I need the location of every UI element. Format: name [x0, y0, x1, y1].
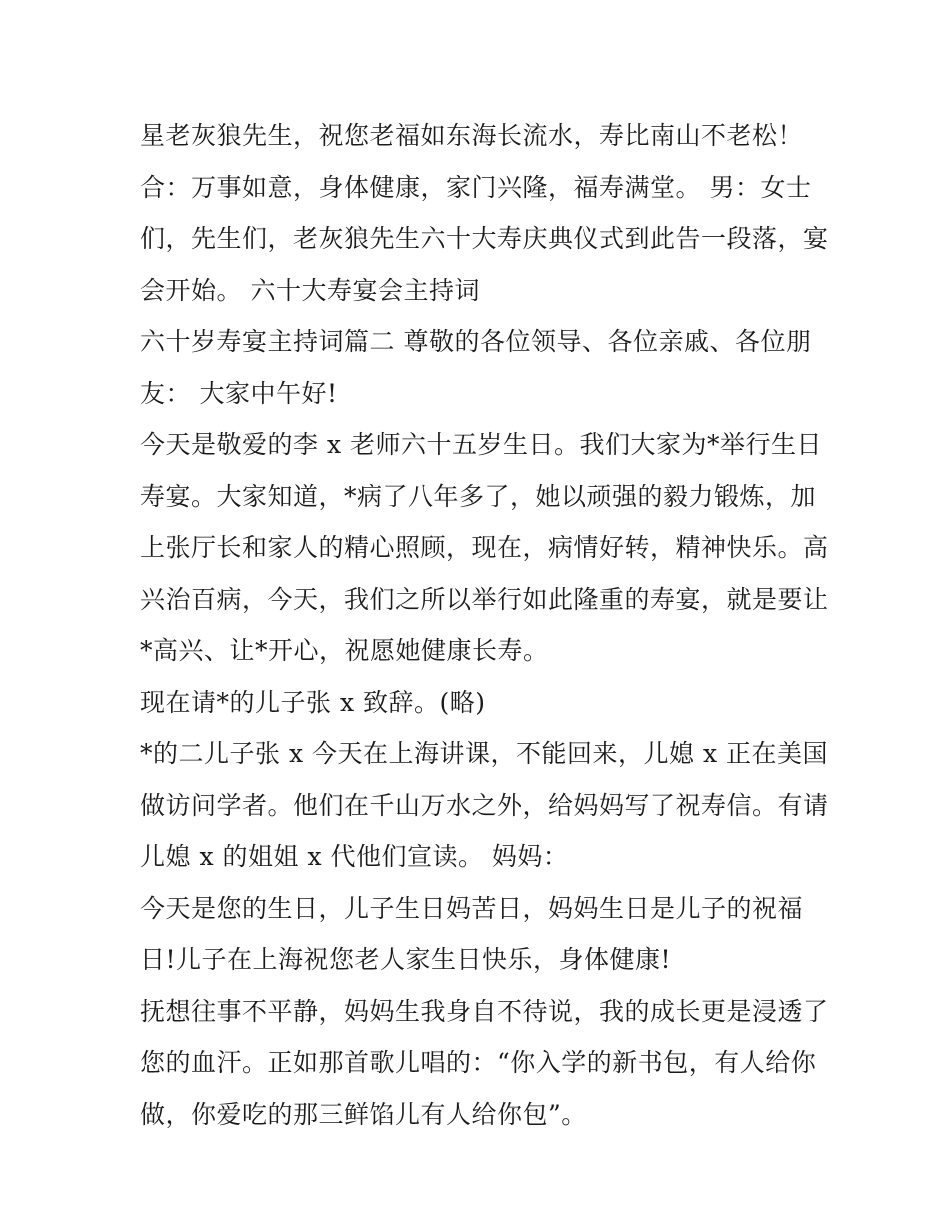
text-line: 日!儿子在上海祝您老人家生日快乐，身体健康! [140, 945, 672, 974]
text-line: 上张厅长和家人的精心照顾，现在，病情好转，精神快乐。高 [140, 533, 829, 562]
text-line: 今天是您的生日，儿子生日妈苦日，妈妈生日是儿子的祝福 [140, 893, 804, 923]
text-line: 星老灰狼先生，祝您老福如东海长流水，寿比南山不老松！ [140, 121, 804, 150]
text-line: 会开始。 六十大寿宴会主持词 [140, 275, 480, 305]
text-line: 今天是敬爱的李 x 老师六十五岁生日。我们大家为*举行生日 [140, 430, 822, 459]
text-line: 您的血汗。正如那首歌儿唱的：“你入学的新书包，有人给你 [140, 1048, 817, 1077]
text-line: *的二儿子张 x 今天在上海讲课，不能回来，儿媳 x 正在美国 [140, 739, 828, 768]
text-line: 抚想往事不平静，妈妈生我身自不待说，我的成长更是浸透了 [140, 996, 829, 1026]
text-line: 兴治百病，今天，我们之所以举行如此隆重的寿宴，就是要让 [140, 584, 829, 614]
text-line: 儿媳 x 的姐姐 x 代他们宣读。 妈妈： [140, 842, 569, 871]
text-line: 友： 大家中午好! [140, 378, 338, 408]
text-line: 合：万事如意，身体健康，家门兴隆，福寿满堂。 男：女士 [140, 172, 812, 202]
text-line: 们，先生们，老灰狼先生六十大寿庆典仪式到此告一段落，宴 [140, 224, 829, 253]
text-line: 六十岁寿宴主持词篇二 尊敬的各位领导、各位亲戚、各位朋 [140, 327, 812, 356]
text-line: 现在请*的儿子张 x 致辞。(略) [140, 687, 486, 717]
text-line: 做访问学者。他们在千山万水之外，给妈妈写了祝寿信。有请 [140, 790, 829, 820]
text-line: *高兴、让*开心，祝愿她健康长寿。 [140, 636, 549, 665]
text-line: 做，你爱吃的那三鲜馅儿有人给你包”。 [140, 1099, 587, 1129]
document-body [140, 110, 829, 1140]
text-line: 寿宴。大家知道，*病了八年多了，她以顽强的毅力锻炼，加 [140, 481, 817, 511]
